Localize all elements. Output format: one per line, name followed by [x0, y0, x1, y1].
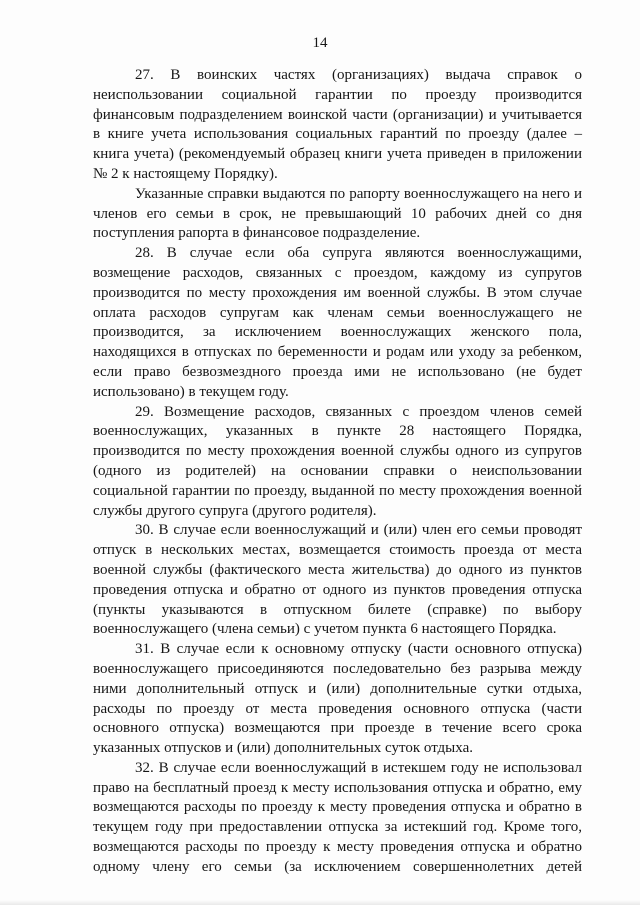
page-number: 14: [312, 35, 328, 51]
document-body: [93, 66, 582, 878]
paragraph-29: 29. Возмещение расходов, связанных с проездом членов семей военнослужащих, указанных в пункте 28 настоящего Порядка, производится по месту прохождения военной службы одного из супругов (одного из родителей) на основании справки о неиспользовании социальной гарантии по проезду, выданной по месту прохождения военной службы другого супруга (другого родителя).: [93, 403, 582, 519]
paragraph-31: 31. В случае если к основному отпуску (части основного отпуска) военнослужащего присоединяются последовательно без разрыва между ними дополнительный отпуск и (или) дополнительные сутки отдыха, расходы по проезду от места проведения основного отпуска (части основного отпуска) возмещаются при проезде в течение всего срока указанных отпусков и (или) дополнительных суток отдыха.: [93, 641, 582, 757]
paragraph-32: 32. В случае если военнослужащий в истекшем году не использовал право на бесплатный проезд к месту использования отпуска и обратно, ему возмещаются расходы по проезду к месту проведения отпуска и обратно в текущем году при предоставлении отпуска за истекший год. Кроме того, возмещаются расходы по проезду к месту проведения отпуска и обратно одному члену его семьи (за исключением совершеннолетних детей: [93, 759, 582, 875]
paragraph-27: 27. В воинских частях (организациях) выдача справок о неиспользовании социальной гарантии по проезду производится финансовым подразделением воинской части (организации) и учитывается в книге учета использования социальных гарантий по проезду (далее – книга учета) (рекомендуемый образец книги учета приведен в приложении № 2 к настоящему Порядку).: [93, 67, 582, 182]
scan-bottom-edge: [0, 900, 640, 905]
paragraph-28: 28. В случае если оба супруга являются военнослужащими, возмещение расходов, связанных с проездом, каждому из супругов производится по месту прохождения им военной службы. В этом случае оплата расходов супругам как членам семьи военнослужащего не производится, за исключением военнослужащих женского пола, находящихся в отпусках по беременности и родам или уходу за ребенком, если право безвозмездного проезда ими не использовано (не будет использовано) в текущем году.: [93, 245, 582, 400]
paragraph-27-continuation: Указанные справки выдаются по рапорту военнослужащего на него и членов его семьи в срок, не превышающий 10 рабочих дней со дня поступления рапорта в финансовое подразделение.: [93, 185, 582, 242]
paragraph-30: 30. В случае если военнослужащий и (или) член его семьи проводят отпуск в нескольких местах, возмещается стоимость проезда от места военной службы (фактического места жительства) до одного из пунктов проведения отпуска и обратно от одного из пунктов проведения отпуска (пункты указываются в отпускном билете (справке) по выбору военнослужащего (члена семьи) с учетом пункта 6 настоящего Порядка.: [93, 522, 582, 638]
